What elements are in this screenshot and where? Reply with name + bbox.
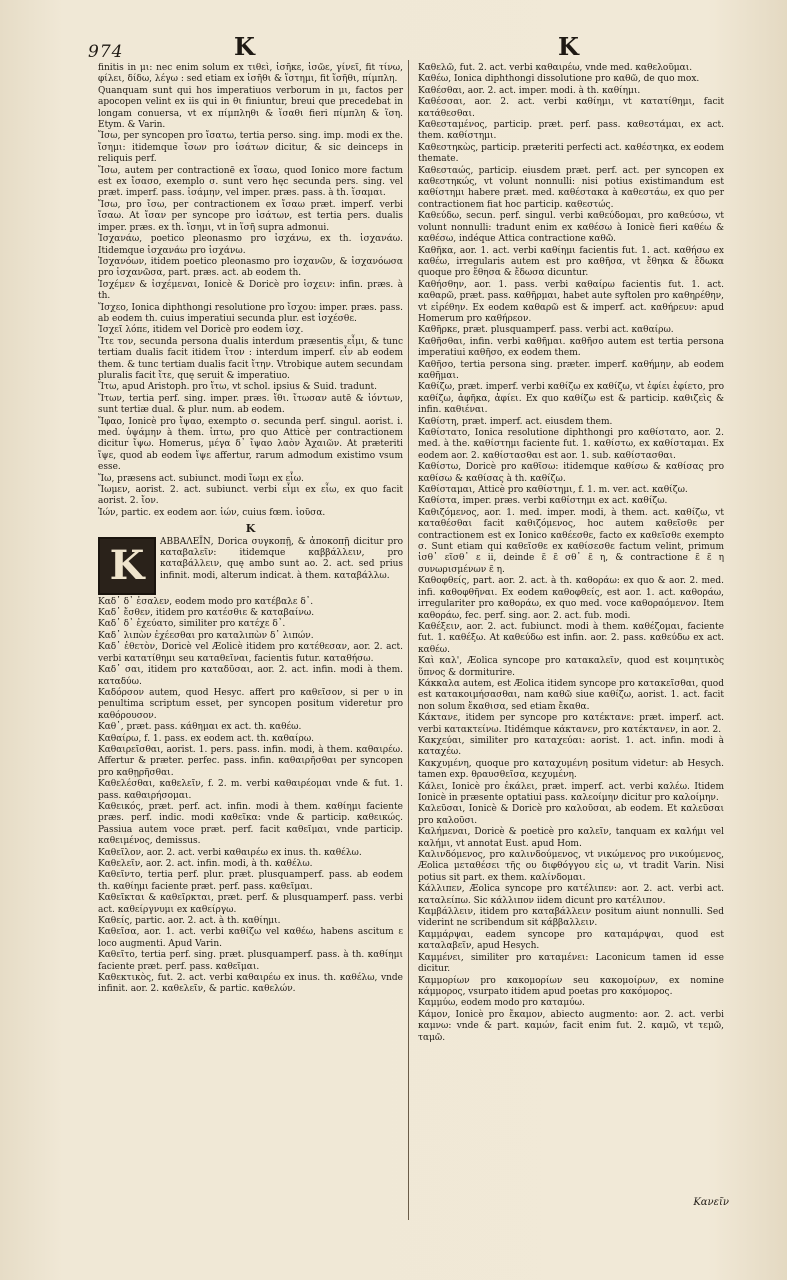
dictionary-entry: Ἴσω, per syncopen pro ἴσατω, tertia perso. sing. imp. modi ex the. ἴσημι: itidemque ἴσων pro ἰσάτων dicitur, & sic deinceps in reliquis perf.: [98, 131, 403, 165]
dictionary-entry: Ἴφαο, Ionicè pro ἴψαο, exempto σ. secunda perf. singul. aorist. i. med. ὑψάμην à them. ἰπτω, pro quo Atticè per contractionem dicitur ἴψω. Homerus, μέγα δ᾽ ἴψαο λαὸν Ἀχαιῶν. At prӕteriti ἴψε, quod ab eodem ἴψε affertur, rarum admodum existimo vsum esse.: [98, 416, 403, 473]
dictionary-entry: Καθεκτικὸς, fut. 2. act. verbi καθαιρέω ex inus. th. καθέλω, vnde infinit. aor. 2. καθελεῖν, & partic. καθελών.: [98, 973, 403, 995]
dictionary-entry: Καμμύω, eodem modo pro καταμύω.: [418, 998, 585, 1009]
initial-entry-text: ΑΒΒΑΛΕΪΝ, Dorica συγκοπῇ, & ἀποκοπῇ dicitur pro καταβαλεῖν: itidemque καββάλλειν, pro καταβάλλειν, quę ambo sunt ao. 2. act. sed prius infinit. modi, alterum indicat. à them. καταβάλλω.: [160, 536, 403, 581]
dictionary-entry: Καδ᾽ ἐθετὸν, Doricè vel Æolicè itidem pro κατέθεσαν, aor. 2. act. verbi κατατίθημι seu καταθεῖναι, facientis futur. καταθήσω.: [98, 642, 403, 664]
catchword: Κανεῖν: [693, 1197, 729, 1208]
dictionary-entry: Καθελέσθαι, καθελεῖν, f. 2. m. verbi καθαιρέομαι vnde & fut. 1. pass. καθαιρήσομαι.: [98, 779, 403, 801]
dictionary-entry: Ἰσχανόων, itidem poetico pleonasmo pro ἰσχανῶν, & ἰσχανόωσα pro ἰσχανῶσα, part. prӕs. act. ab eodem th.: [98, 256, 403, 279]
dictionary-entry: Καμμάρψαι, eadem syncope pro καταμάρψαι, quod est καταλαβεῖν, apud Hesych.: [418, 929, 724, 952]
dictionary-entry: Καμμορίων pro κακομορίων seu κακομοίρων, ex nomine κάμμορος, vsurpato itidem apud poetas pro κακόμορος.: [418, 975, 724, 997]
dictionary-entry: Καμμένει, similiter pro καταμένει: Laconicum tamen id esse dicitur.: [418, 952, 724, 975]
dictionary-entry: Ἴσω, autem per contractionē ex ἴσαω, quod Ionico more factum est ex ἴσασο, exemplo σ. sunt vero hęc secunda pers. sing. vel prӕt. imperf. pass. ἱσάμην, vel imper. prӕs. pass. à th. ἵσαμαι.: [98, 165, 403, 199]
dictionary-entry: Καδ᾽ σαι, itidem pro καταδῦσαι, aor. 2. act. infin. modi à them. καταδύω.: [98, 665, 403, 687]
dictionary-entry: Καθεῖσα, aor. 1. act. verbi καθίζω vel καθέω, habens ascitum ε loco augmenti. Apud Varin.: [98, 927, 403, 949]
dictionary-entry: Καθῆσο, tertia persona sing. prӕter. imperf. καθήμην, ab eodem καθῆμαι.: [418, 359, 724, 381]
dictionary-entry: Καθέξειν, aor. 2. act. fubiunct. modi à them. καθέζομαι, faciente fut. 1. καθέξω. At καθεύδω est infin. aor. 2. pass. καθεύδω ex act. καθέω.: [418, 621, 724, 655]
dictionary-entry: Καθεσταώς, particip. eiusdem prӕt. perf. act. per syncopen ex καθεστηκώς, vt volunt nonnulli: nisi potius existimandum est καθίστημι habere prӕt. med. καθέστακα à καθεστάω, ex quo per contractionem fiat hoc particip. καθεστώς.: [418, 165, 724, 210]
dictionary-entry: Καθεσταμένος, particip. prӕt. perf. pass. καθεστάμαι, ex act. them. καθίστημι.: [418, 120, 724, 142]
dictionary-entry: Καθήσθην, aor. 1. pass. verbi καθαίρω facientis fut. 1. act. καθαρῶ, prӕt. pass. καθῆρμαι, habet aute syftolen pro καθηρέθην, vt εἰρέθην. Ex eodem καθαρῶ est & imperf. act. καθήρευν: apud Homerum pro καθήρεον.: [418, 279, 724, 324]
left-head-letter: K: [234, 32, 255, 61]
dictionary-entry: Καδ᾽ δ᾽ ἐσαλεν, eodem modo pro κατέβαλε δ᾽.: [98, 596, 314, 607]
dictionary-entry: Καθελῶ, fut. 2. act. verbi καθαιρέω, vnde med. καθελοῦμαι.: [418, 63, 693, 73]
dictionary-entry: Καθίστη, prӕt. imperf. act. eiusdem them.: [418, 416, 613, 427]
dictionary-entry: Καδ᾽ λιπὼν ἐχέεσθαι pro καταλιπὼν δ᾽ λιπών.: [98, 630, 314, 641]
dictionary-entry: Quanquam sunt qui hos imperatiuos verborum in μι, factos per apocopen velint ex iis qui in θι finiuntur, breui que precedebat in longam conuersa, vt ex πίμπληθι & ἵσαθι fieri πίμπλη & ἵση. Etym. & Varin.: [98, 85, 403, 131]
initial-entry: [98, 537, 403, 595]
dictionary-entry: Καθαιρεῖσθαι, aorist. 1. pers. pass. infin. modi, à them. καθαιρέω. Affertur & prӕter. perfec. pass. infin. καθαιρῆσθαι per syncopen pro καθῃρῆσθαι.: [98, 744, 403, 778]
dictionary-entry: Καθεύδω, secun. perf. singul. verbi καθεύδομαι, pro καθεύσω, vt volunt nonnulli: tradunt enim ex καθέσω à Ionicè fieri καθέω & καθέσω, indéque Attica contractione καθῶ.: [418, 211, 724, 245]
dictionary-entry: Καλινδόμενος, pro καλινδούμενος, vt νικώμενος pro νικούμενος, Æolica μεταθέσει τῆς ου διφθόγγου εἰς ω, vt tradit Varin. Nisi potius sit part. ex them. καλίνδομαι.: [418, 850, 724, 883]
left-entries: [98, 63, 403, 519]
dictionary-entry: Ἴω, prӕsens act. subiunct. modi ἴωμι ex εἶω.: [98, 473, 304, 484]
dictionary-entry: Καλεῦσαι, Ionicè & Doricè pro καλοῦσαι, ab eodem. Et καλεῦσαι pro καλοῦσι.: [418, 804, 724, 826]
dictionary-entry: Κάλει, Ionicè pro ἐκάλει, prӕt. imperf. act. verbi καλέω. Itidem Ionicè in prӕsente optatiui pass. καλεοίμην dicitur pro καλοίμην.: [418, 781, 724, 803]
dictionary-entry: Καθῆκα, aor. 1. act. verbi καθίημι facientis fut. 1. act. καθήσω ex καθέω, irregularis autem est pro καθῆσα, vt ἔθηκα & ἔδωκα quoque pro ἔθησα & ἔδωσα dicuntur.: [418, 245, 724, 279]
dictionary-entry: Καθίστατο, Ionica resolutione diphthongi pro καθίστατο, aor. 2. med. à the. καθίστημι faciente fut. 1. καθίστω, ex καθίσταμαι. Ex eodem aor. 2. καθίστασθαι est aor. 1. sub. καθίστασθαι.: [418, 428, 724, 461]
right-entries: [418, 63, 724, 1044]
right-head-letter: K: [558, 32, 579, 61]
dictionary-entry: Καθῆσθαι, infin. verbi καθῆμαι. καθῆσο autem est tertia persona imperatiui καθῆσο, ex eodem them.: [418, 336, 724, 359]
dictionary-entry: Καθέω, Ionica diphthongi dissolutione pro καθῶ, de quo mox.: [418, 74, 700, 85]
dictionary-entry: Καλήμεναι, Doricè & poeticè pro καλεῖν, tanquam ex καλήμι vel καλήμι, vt annotat Eust. apud Hom.: [418, 827, 724, 849]
dictionary-entry: Καθίσταμαι, Atticè pro καθίστημι, f. 1. m. ver. act. καθίζω.: [418, 485, 688, 496]
dictionary-entry: Ἴτων, tertia perf. sing. imper. prӕs. ἴθι. ἴτωσαν autē & ἰόντων, sunt tertiӕ dual. & plur. num. ab eodem.: [98, 393, 403, 416]
dictionary-entry: Ἴτω, apud Aristoph. pro ἴτω, vt schol. ipsius & Suid. tradunt.: [98, 382, 377, 393]
dictionary-entry: Καθέσσαι, aor. 2. act. verbi καθίημι, vt κατατίθημι, facit κατάθεσθαι.: [418, 97, 724, 119]
dictionary-entry: Καθαίρω, f. 1. pass. ex eodem act. th. καθαίρω.: [98, 733, 315, 744]
dictionary-entry: Κάκκαλα autem, est Æolica itidem syncope pro κατακεῖσθαι, quod est κατακοιμήσασθαι, nam καθῶ siue καθίζω, aorist. 1. act. facit non solum ἔκαθισα, sed etiam ἔκαθα.: [418, 678, 724, 712]
dictionary-entry: finitis in μι: nec enim solum ex τιθεὶ, ἱσῆκε, ἱσῶε, γίνεῖ, fit τίνω, φίλει, δίδω, λέγω : sed etiam ex ἱσῆθι & ἵστημι, fit ἵσῆθι, πίμπλη.: [98, 63, 403, 85]
dictionary-entry: Καθίζω, prӕt. imperf. verbi καθίζω ex καθίζω, vt ἐφίει ἐφίετο, pro καθίζω, ἀφῆκα, ἀφίει. Ex quo καθίζω est & particip. καθιζεὶς & infin. καθιέναι.: [418, 382, 724, 416]
dictionary-entry: Καθεικός, prӕt. perf. act. infin. modi à them. καθίημι faciente prӕs. perf. indic. modi καθεῖκα: vnde & particip. καθεικώς. Passiua autem voce prӕt. perf. facit καθεῖμαι, vnde particip. καθειμένος, demissus.: [98, 801, 403, 847]
dictionary-entry: Καμβάλλειν, itidem pro καταβάλλειν positum aiunt nonnulli. Sed viderint ne scribendum sit κάββαλλειν.: [418, 907, 724, 929]
dictionary-entry: Καθεστηκὼς, particip. prӕteriti perfecti act. καθέστηκα, ex eodem themate.: [418, 142, 724, 165]
dictionary-entry: Ἰσχανάω, poetico pleonasmo pro ἰσχάνω, ex th. ἰσχανάω. Itidemque ἰσχανάω pro ἰσχάνω.: [98, 234, 403, 256]
dictionary-entry: Κακχυμένη, quoque pro καταχυμένη positum videtur: ab Hesych. tamen exp. θραυσθεῖσα, κεχυμένη.: [418, 758, 724, 781]
dictionary-entry: Καθεῖκται & καθεῖρκται, prӕt. perf. & plusquamperf. pass. verbi act. καθείργνυμι ex καθείργω.: [98, 893, 403, 915]
dictionary-entry: Ἴσω, pro ἴσω, per contractionem ex ἴσαω prӕt. imperf. verbi ἴσαω. At ἴσαν per syncope pro ἰσάτων, est tertia pers. dualis imper. prӕs. ex th. ἴσημι, vt in ἵσῆ supra admonui.: [98, 199, 403, 233]
dictionary-entry: Καθελεῖν, aor. 2. act. infin. modi, à th. καθέλω.: [98, 859, 313, 869]
dictionary-entry: Καδ᾽ ἔσθεν, itidem pro κατέσθιε & καταβαίνω.: [98, 608, 315, 619]
section-letter: K: [245, 522, 256, 536]
dictionary-entry: Καθῆρκε, prӕt. plusquamperf. pass. verbi act. καθαίρω.: [418, 325, 674, 336]
decorated-initial: K: [98, 537, 156, 595]
dictionary-entry: Ἰσχέμεν & ἰσχέμεναι, Ionicè & Doricè pro ἰσχειν: infin. prӕs. à th.: [98, 279, 403, 302]
dictionary-entry: Καθεῖντο, tertia perf. plur. prӕt. plusquamperf. pass. ab eodem th. καθίημι faciente prӕt. perf. pass. καθεῖμαι.: [98, 870, 403, 892]
dictionary-entry: Ἴσχεο, Ionica diphthongi resolutione pro ἴσχου: imper. prӕs. pass. ab eodem th. cuius imperatiui secunda plur. est ἰσχέσθε.: [98, 302, 403, 324]
dictionary-entry: Καθέσθαι, aor. 2. act. imper. modi. à th. καθίημι.: [418, 85, 641, 96]
dictionary-entry: Καθίστα, imper. prӕs. verbi καθίστημι ex act. καθίζω.: [418, 496, 668, 507]
running-head: [0, 30, 787, 60]
dictionary-entry: Καθεῖτο, tertia perf. sing. prӕt. plusquamperf. pass. à th. καθίημι faciente prӕt. perf. pass. καθεῖμαι.: [98, 950, 403, 972]
left-entries-after: [98, 597, 403, 996]
page-number: 974: [88, 42, 124, 62]
dictionary-entry: Καθ᾽, prӕt. pass. κάθημαι ex act. th. καθέω.: [98, 722, 302, 733]
dictionary-entry: Καὶ καλ', Æolica syncope pro κατακαλεῖν, quod est κοιμητικὸς ὕπνος & dormiturire.: [418, 656, 724, 678]
dictionary-entry: Κακχεύαι, similiter pro καταχεύαι: aorist. 1. act. infin. modi à καταχέω.: [418, 735, 724, 758]
dictionary-entry: Κάκτανε, itidem per syncope pro κατέκτανε: prӕt. imperf. act. verbi κατακτείνω. Itidémque κάκτανεν, pro κατέκτανεν, in aor. 2.: [418, 713, 724, 735]
column-divider: [408, 60, 409, 1220]
dictionary-entry: Καθιζόμενος, aor. 1. med. imper. modi, à them. act. καθίζω, vt καταθέσθαι facit καθιζόμενος, hoc autem καθεῖσθε per contractionem est ex Ionico καθέεσθε, facto ex καθεῖσθε exempto σ. Sunt etiam qui καθεῖσθε ex καθίσεσθε factum velint, primum ἰσθ᾽ εῖσθ᾽ ε ii, deinde ε̃ ε̃ σθ᾽ ε̃ η, & contractione ε̃ ε̃ η συνωρισμένων ε̃ η.: [418, 507, 724, 575]
dictionary-entry: Καθοφθείς, part. aor. 2. act. à th. καθοράω: ex quo & aor. 2. med. infi. καθοφθῆναι. Ex eodem καθοφθείς, est aor. 1. act. καθοράω, irregulariter pro καθοράω, ex quo med. voce καθοραόμενον. Item καθοράω, fec. perf. sing. aor. 2. act. fub. modi.: [418, 576, 724, 621]
dictionary-entry: Ἴωμεν, aorist. 2. act. subiunct. verbi εἶμι ex εἶω, ex quo facit aorist. 2. ἴον.: [98, 485, 403, 507]
dictionary-entry: Καδ᾽ δ᾽ ἐχεύατο, similiter pro κατέχε δ᾽.: [98, 619, 286, 630]
dictionary-entry: Καθεῖλον, aor. 2. act. verbi καθαιρέω ex inus. th. καθέλω.: [98, 847, 362, 858]
dictionary-entry: Ἴτε τον, secunda persona dualis interdum prӕsentis εἶμι, & tunc tertiam dualis facit itidem ἴτον : interdum imperf. εἶν ab eodem them. & tunc tertiam dualis facit ἴτην. Vtrobique autem secundam pluralis facit ἴτε, quę seruit & imperatiuo.: [98, 336, 403, 381]
dictionary-entry: Καθίστω, Doricè pro καθῖσω: itidemque καθίσω & καθίσας pro καθίσω & καθίσας à th. καθίζω.: [418, 462, 724, 484]
left-column: [98, 63, 403, 1198]
dictionary-entry: Καδόρσον autem, quod Hesyc. affert pro καθεῖσον, si per υ in penultima scriptum esset, per syncopen positum videretur pro καθόρουσον.: [98, 687, 403, 721]
dictionary-entry: Κάμον, Ionicè pro ἔκαμον, abiecto augmento: aor. 2. act. verbi καμνω: vnde & part. καμών, facit enim fut. 2. καμῶ, vt τεμῶ, ταμῶ.: [418, 1009, 724, 1043]
dictionary-entry: Κάλλιπεν, Æolica syncope pro κατέλιπεν: aor. 2. act. verbi act. καταλείπω. Sic κάλλιπον iidem dicunt pro κατέλιπον.: [418, 884, 724, 906]
dictionary-entry: Ἰσχεῖ λόπε, itidem vel Doricè pro eodem ἰσχ.: [98, 325, 304, 336]
dictionary-entry: Καθείς, partic. aor. 2. act. à th. καθίημι.: [98, 916, 281, 927]
right-column: [418, 63, 724, 1213]
dictionary-entry: Ἰών, partic. ex eodem aor. ἰών, cuius fœm. ἰοῦσα.: [98, 507, 326, 518]
